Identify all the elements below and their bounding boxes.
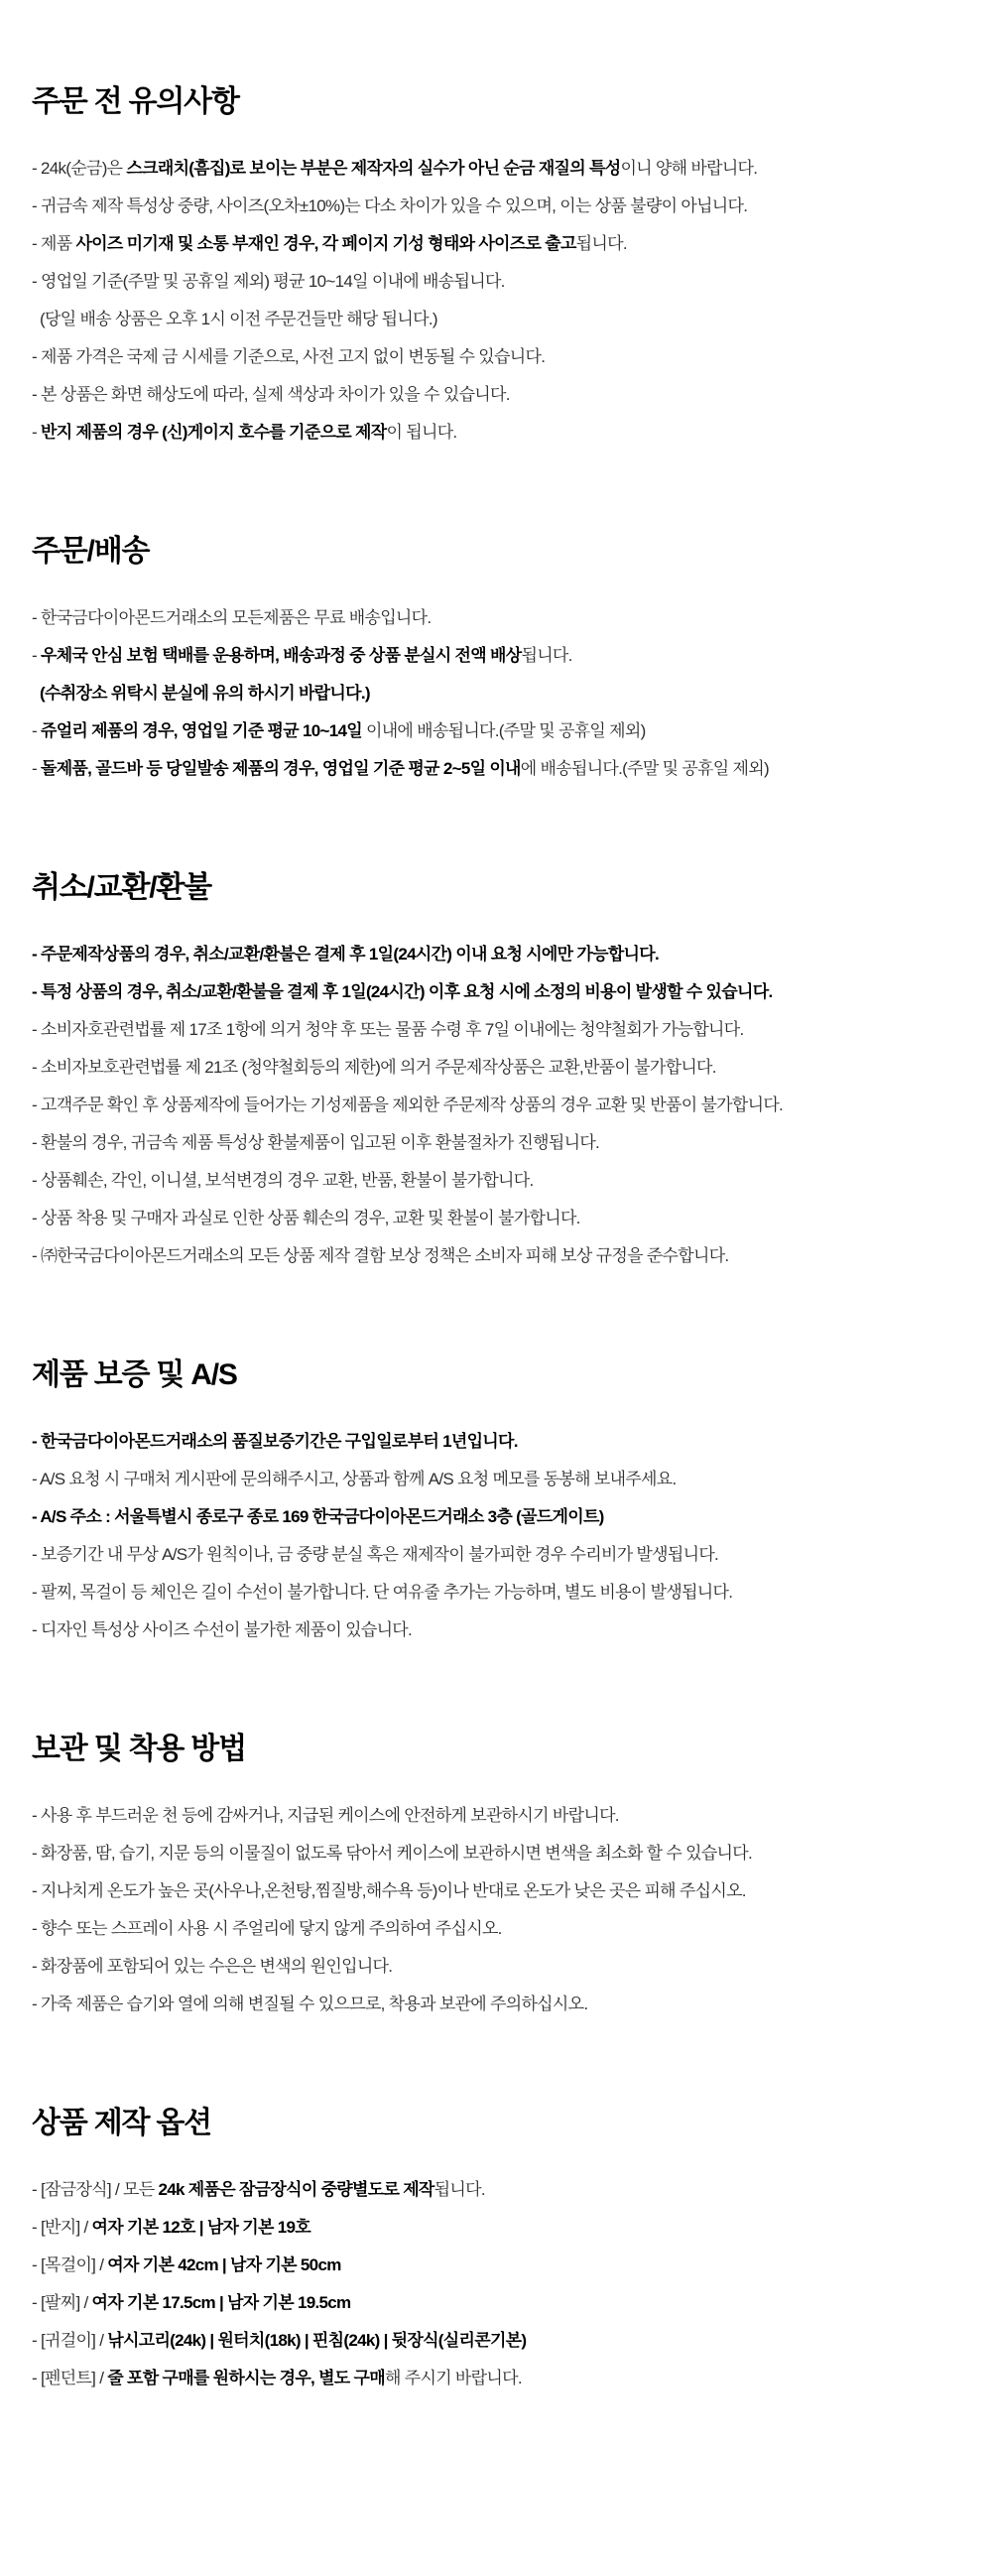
text-segment: - [32, 759, 41, 778]
text-segment: - 한국금다이아몬드거래소의 품질보증기간은 구입일로부터 1년입니다. [32, 1432, 518, 1451]
notice-line [32, 2209, 960, 2247]
notice-line [32, 225, 960, 263]
text-segment: (당일 배송 상품은 오후 1시 이전 주문건들만 해당 됩니다.) [32, 310, 437, 328]
notice-line [32, 2360, 960, 2397]
text-segment: - 보증기간 내 무상 A/S가 원칙이나, 금 중량 분실 혹은 재제작이 불가피한 경우 수리비가 발생됩니다. [32, 1545, 719, 1564]
text-segment: 스크래치(흠집)로 보이는 부분은 제작자의 실수가 아닌 순금 재질의 특성 [126, 159, 621, 178]
text-segment: 에 배송됩니다.(주말 및 공휴일 제외) [520, 759, 769, 778]
text-segment: - ㈜한국금다이아몬드거래소의 모든 상품 제작 결함 보상 정책은 소비자 피해 보상 규정을 준수합니다. [32, 1246, 729, 1265]
text-segment: - 24k(순금)은 [32, 159, 127, 178]
notice-line [32, 1948, 960, 1986]
notice-line [32, 1200, 960, 1237]
notice-line [32, 1461, 960, 1498]
section-title: 보관 및 착용 방법 [32, 1733, 246, 1765]
section-title: 주문/배송 [32, 535, 150, 568]
text-segment: - A/S 요청 시 구매처 게시판에 문의해주시고, 상품과 함께 A/S 요청 메모를 동봉해 보내주세요. [32, 1470, 677, 1488]
text-segment: - 제품 가격은 국제 금 시세를 기준으로, 사전 고지 없이 변동될 수 있습니다. [32, 347, 546, 366]
text-segment: - 제품 [32, 234, 76, 253]
text-segment: - [32, 423, 41, 442]
text-segment: - 고객주문 확인 후 상품제작에 들어가는 기성제품을 제외한 주문제작 상품의 경우 교환 및 반품이 불가합니다. [32, 1095, 784, 1114]
notice-line [32, 712, 960, 750]
notice-line [32, 599, 960, 637]
section-3 [32, 871, 960, 1275]
text-segment: 24k 제품은 잠금장식이 중량별도로 제작 [158, 2180, 434, 2199]
text-segment: - 디자인 특성상 사이즈 수선이 불가한 제품이 있습니다. [32, 1620, 413, 1639]
text-segment: (수취장소 위탁시 분실에 유의 하시기 바랍니다.) [32, 684, 370, 703]
text-segment: - 화장품, 땀, 습기, 지문 등의 이물질이 없도록 닦아서 케이스에 보관하시면 변색을 최소화 할 수 있습니다. [32, 1844, 753, 1863]
notice-line [32, 1835, 960, 1872]
text-segment: 돌제품, 골드바 등 당일발송 제품의 경우, 영업일 기준 평균 2~5일 이내 [40, 759, 521, 778]
text-segment: 줄 포함 구매를 원하시는 경우, 별도 구매 [107, 2369, 385, 2387]
text-segment: - 상품 착용 및 구매자 과실로 인한 상품 훼손의 경우, 교환 및 환불이 불가합니다. [32, 1209, 580, 1227]
notice-line [32, 2322, 960, 2360]
section-4 [32, 1358, 960, 1649]
notice-line [32, 1124, 960, 1162]
text-segment: 여자 기본 42cm | 남자 기본 50cm [107, 2255, 341, 2274]
text-segment: - 화장품에 포함되어 있는 수은은 변색의 원인입니다. [32, 1957, 393, 1976]
text-segment: - 본 상품은 화면 해상도에 따라, 실제 색상과 차이가 있을 수 있습니다. [32, 385, 510, 404]
text-segment: - 사용 후 부드러운 천 등에 감싸거나, 지급된 케이스에 안전하게 보관하시기 바랍니다. [32, 1806, 619, 1825]
notice-line [32, 750, 960, 788]
section-title: 취소/교환/환불 [32, 871, 211, 904]
text-segment: 사이즈 미기재 및 소통 부재인 경우, 각 페이지 기성 형태와 사이즈로 출고 [75, 234, 576, 253]
notice-line [32, 973, 960, 1011]
text-segment: - 주문제작상품의 경우, 취소/교환/환불은 결제 후 1일(24시간) 이내 요청 시에만 가능합니다. [32, 945, 660, 964]
text-segment: - [팔찌] / [32, 2293, 92, 2312]
text-segment: 됩니다. [521, 646, 572, 665]
notice-line [32, 1087, 960, 1124]
notice-line [32, 1423, 960, 1461]
text-segment: - [귀걸이] / [32, 2331, 108, 2350]
text-segment: - 가죽 제품은 습기와 열에 의해 변질될 수 있으므로, 착용과 보관에 주의하십시오. [32, 1995, 588, 2013]
text-segment: - [반지] / [32, 2218, 92, 2237]
notice-line [32, 1986, 960, 2023]
notice-line [32, 301, 960, 338]
section-title: 상품 제작 옵션 [32, 2107, 211, 2139]
text-segment: 여자 기본 17.5cm | 남자 기본 19.5cm [91, 2293, 351, 2312]
text-segment: 이니 양해 바랍니다. [620, 159, 758, 178]
text-segment: 쥬얼리 제품의 경우, 영업일 기준 평균 10~14일 [40, 721, 362, 740]
notice-line [32, 1910, 960, 1948]
text-segment: - 특정 상품의 경우, 취소/교환/환불을 결제 후 1일(24시간) 이후 요청 시에 소정의 비용이 발생할 수 있습니다. [32, 982, 773, 1001]
text-segment: 낚시고리(24k) | 원터치(18k) | 핀침(24k) | 뒷장식(실리콘기본) [107, 2331, 527, 2350]
notice-line [32, 414, 960, 451]
text-segment: - [목걸이] / [32, 2255, 108, 2274]
text-segment: - 소비자호관련법률 제 17조 1항에 의거 청약 후 또는 물품 수령 후 7일 이내에는 청약철회가 가능합니다. [32, 1020, 744, 1039]
text-segment: - 팔찌, 목걸이 등 체인은 길이 수선이 불가합니다. 단 여유줄 추가는 가능하며, 별도 비용이 발생됩니다. [32, 1583, 733, 1602]
notice-line [32, 2284, 960, 2322]
text-segment: - 소비자보호관련법률 제 21조 (청약철회등의 제한)에 의거 주문제작상품은 교환,반품이 불가합니다. [32, 1058, 716, 1077]
text-segment: - [잠금장식] / 모든 [32, 2180, 159, 2199]
notice-line [32, 2171, 960, 2209]
notice-line [32, 1049, 960, 1087]
text-segment: - A/S 주소 : 서울특별시 종로구 종로 169 한국금다이아몬드거래소 3층 (골드게이트) [32, 1507, 604, 1526]
text-segment: 여자 기본 12호 | 남자 기본 19호 [91, 2218, 310, 2237]
notice-line [32, 2247, 960, 2284]
text-segment: - 지나치게 온도가 높은 곳(사우나,온천탕,찜질방,해수욕 등)이나 반대로 온도가 낮은 곳은 피해 주십시오. [32, 1881, 746, 1900]
notice-line [32, 1162, 960, 1200]
notice-line [32, 1011, 960, 1049]
notice-line [32, 376, 960, 414]
notice-line [32, 1536, 960, 1574]
notice-line [32, 1797, 960, 1835]
notice-line [32, 150, 960, 188]
text-segment: 우체국 안심 보험 택배를 운용하며, 배송과정 중 상품 분실시 전액 배상 [40, 646, 522, 665]
notice-line [32, 263, 960, 301]
text-segment: - [펜던트] / [32, 2369, 108, 2387]
section-6 [32, 2107, 960, 2397]
text-segment: 됩니다. [434, 2180, 485, 2199]
text-segment: 이 됩니다. [386, 423, 457, 442]
text-segment: 이내에 배송됩니다.(주말 및 공휴일 제외) [361, 721, 646, 740]
notice-line [32, 1237, 960, 1275]
notice-line [32, 1611, 960, 1649]
notice-line [32, 936, 960, 973]
notice-line [32, 1574, 960, 1611]
text-segment: - 환불의 경우, 귀금속 제품 특성상 환불제품이 입고된 이후 환불절차가 진행됩니다. [32, 1133, 600, 1152]
text-segment: - 향수 또는 스프레이 사용 시 주얼리에 닿지 않게 주의하여 주십시오. [32, 1919, 502, 1938]
text-segment: - 한국금다이아몬드거래소의 모든제품은 무료 배송입니다. [32, 608, 432, 627]
text-segment: - [32, 721, 41, 740]
text-segment: - 영업일 기준(주말 및 공휴일 제외) 평균 10~14일 이내에 배송됩니다. [32, 272, 505, 291]
text-segment: 반지 제품의 경우 (신)게이지 호수를 기준으로 제작 [40, 423, 387, 442]
notice-line [32, 188, 960, 225]
notice-line [32, 338, 960, 376]
section-1 [32, 85, 960, 451]
text-segment: - 귀금속 제작 특성상 중량, 사이즈(오차±10%)는 다소 차이가 있을 수 있으며, 이는 상품 불량이 아닙니다. [32, 196, 748, 215]
section-2 [32, 535, 960, 788]
notice-line [32, 1498, 960, 1536]
text-segment: 됩니다. [575, 234, 627, 253]
section-5 [32, 1733, 960, 2023]
text-segment: 해 주시기 바랍니다. [385, 2369, 522, 2387]
section-title: 제품 보증 및 A/S [32, 1358, 237, 1391]
notice-line [32, 675, 960, 712]
notice-line [32, 637, 960, 675]
notice-line [32, 1872, 960, 1910]
section-title: 주문 전 유의사항 [32, 85, 239, 118]
text-segment: - [32, 646, 41, 665]
text-segment: - 상품훼손, 각인, 이니셜, 보석변경의 경우 교환, 반품, 환불이 불가합니다. [32, 1171, 534, 1190]
